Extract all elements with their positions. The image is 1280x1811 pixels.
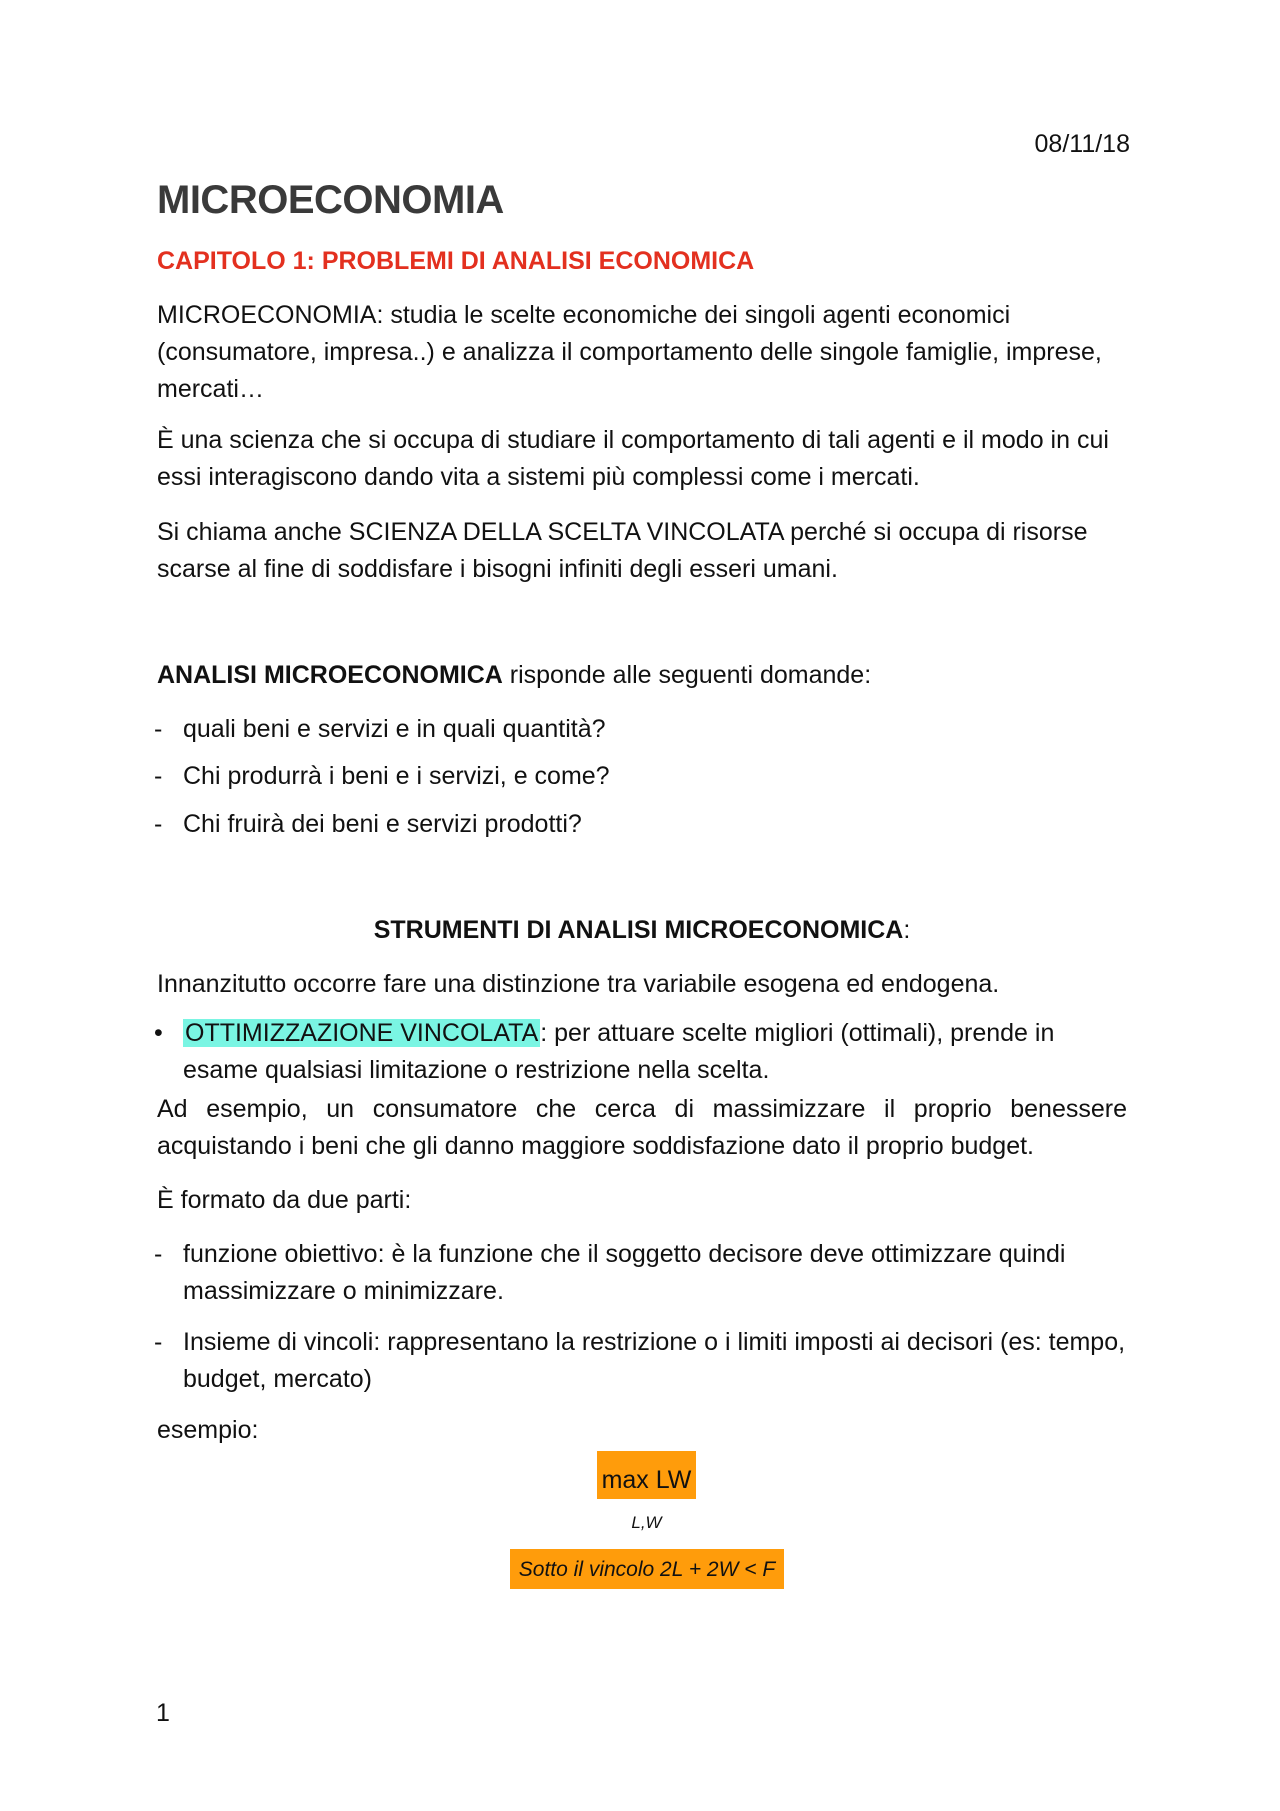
- list-item: [150, 711, 1130, 748]
- tools-heading-colon: :: [903, 916, 911, 944]
- question-text: quali beni e servizi e in quali quantità?: [183, 715, 606, 743]
- dash-marker: -: [154, 1328, 163, 1356]
- example-label: esempio:: [157, 1416, 259, 1444]
- formula-objective: max LW: [601, 1466, 692, 1494]
- page-number: 1: [156, 1699, 170, 1727]
- list-item: [150, 1324, 1130, 1398]
- part-text: Insieme di vincoli: rappresentano la restrizione o i limiti imposti ai decisori (es: tempo, budget, mercato): [183, 1328, 1126, 1393]
- formula-constraint: Sotto il vincolo 2L + 2W < F: [518, 1558, 776, 1581]
- part-text: funzione obiettivo: è la funzione che il soggetto decisore deve ottimizzare quindi massimizzare o minimizzare.: [183, 1240, 1066, 1305]
- analysis-lead-bold: ANALISI MICROECONOMICA: [157, 661, 503, 689]
- example-paragraph: Ad esempio, un consumatore che cerca di massimizzare il proprio benessere acquistando i beni che gli danno maggiore soddisfazione dato il proprio budget.: [157, 1095, 1127, 1160]
- tools-intro: Innanzitutto occorre fare una distinzione tra variabile esogena ed endogena.: [157, 970, 1000, 998]
- date-label: 08/11/18: [1034, 130, 1130, 158]
- page-title: MICROECONOMIA: [157, 178, 504, 222]
- intro-paragraph-1: MICROECONOMIA: studia le scelte economiche dei singoli agenti economici (consumatore, impresa..) e analizza il comportamento delle singole famiglie, imprese, mercati…: [157, 301, 1102, 403]
- chapter-heading: CAPITOLO 1: PROBLEMI DI ANALISI ECONOMICA: [157, 247, 755, 275]
- question-text: Chi fruirà dei beni e servizi prodotti?: [183, 810, 582, 838]
- analysis-lead-rest: risponde alle seguenti domande:: [502, 661, 872, 689]
- question-text: Chi produrrà i beni e i servizi, e come?: [183, 762, 610, 790]
- list-item: [150, 1015, 1130, 1089]
- dash-marker: -: [154, 715, 163, 743]
- intro-paragraph-3: Si chiama anche SCIENZA DELLA SCELTA VINCOLATA perché si occupa di risorse scarse al fine di soddisfare i bisogni infiniti degli esseri umani.: [157, 518, 1088, 583]
- highlighted-term: OTTIMIZZAZIONE VINCOLATA: [185, 1019, 539, 1047]
- analysis-lead: [157, 657, 1127, 694]
- intro-paragraph-2: È una scienza che si occupa di studiare il comportamento di tali agenti e il modo in cui essi interagiscono dando vita a sistemi più complessi come i mercati.: [157, 426, 1109, 491]
- bullet-text: [183, 1015, 1130, 1089]
- list-item: [150, 758, 1130, 795]
- parts-intro: È formato da due parti:: [157, 1186, 412, 1214]
- dash-marker: -: [154, 762, 163, 790]
- list-item: [150, 806, 1130, 843]
- tools-heading-bold: STRUMENTI DI ANALISI MICROECONOMICA: [373, 916, 904, 944]
- list-item: [150, 1236, 1130, 1310]
- bullet-rest: : per attuare scelte migliori (ottimali), prende in esame qualsiasi limitazione o restrizione nella scelta.: [183, 1019, 1055, 1084]
- formula-variables: L,W: [631, 1513, 662, 1532]
- dash-marker: -: [154, 810, 163, 838]
- bullet-marker: •: [154, 1019, 163, 1047]
- tools-heading: [157, 912, 1127, 949]
- dash-marker: -: [154, 1240, 163, 1268]
